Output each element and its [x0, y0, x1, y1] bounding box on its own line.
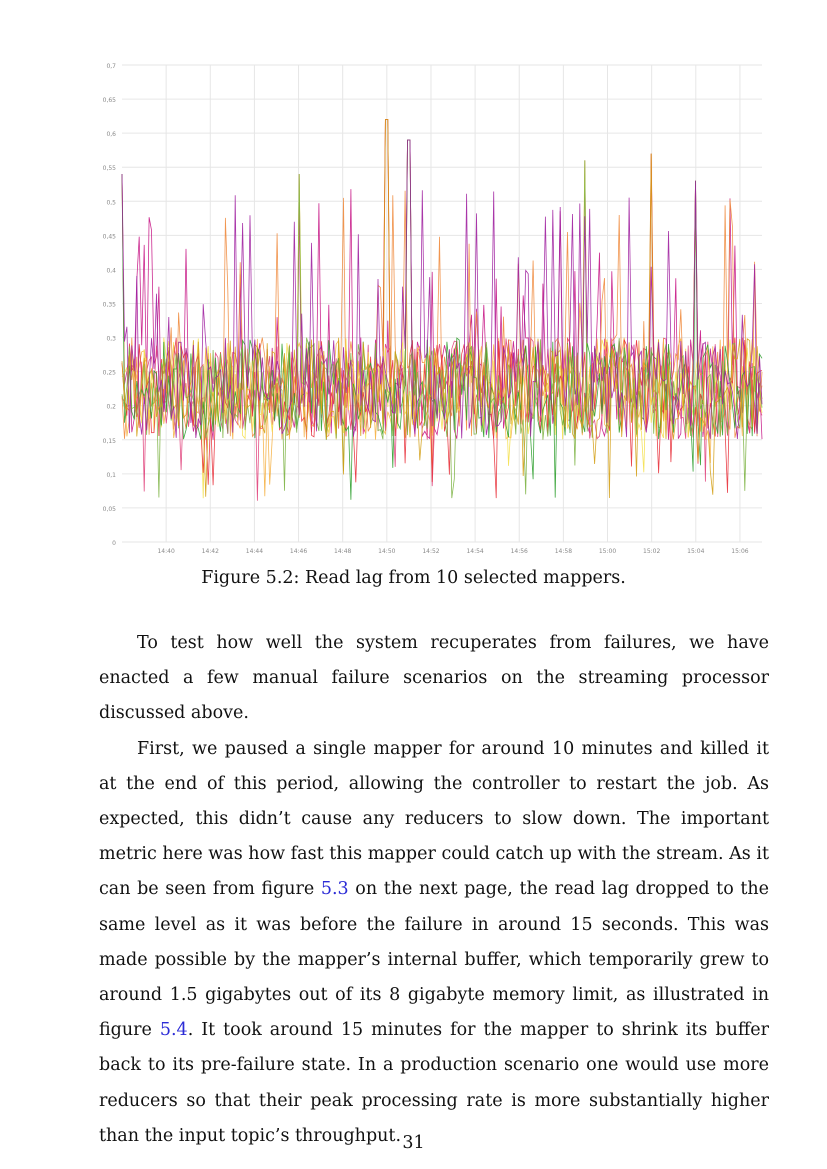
- x-tick-label: 14:46: [289, 548, 308, 555]
- y-tick-label: 0,25: [102, 369, 116, 377]
- x-tick-label: 14:54: [466, 548, 484, 555]
- y-tick-label: 0: [112, 540, 116, 547]
- y-tick-label: 0,35: [102, 301, 116, 309]
- x-tick-label: 14:52: [422, 548, 440, 555]
- paragraph-2: [99, 732, 769, 1154]
- y-tick-label: 0,1: [106, 471, 116, 479]
- figure-ref-5-3-link[interactable]: 5.3: [320, 879, 349, 900]
- body-text: [99, 626, 769, 1154]
- y-tick-label: 0,55: [102, 165, 116, 173]
- paragraph-1: To test how well the system recuperates from failures, we have enacted a few manual failure scenarios on the streaming processor discussed above.: [99, 633, 769, 724]
- series-line: [122, 140, 762, 500]
- y-tick-label: 0,15: [102, 437, 116, 445]
- x-tick-label: 14:56: [510, 548, 528, 555]
- x-tick-label: 14:50: [378, 548, 396, 555]
- figure-caption: Figure 5.2: Read lag from 10 selected mappers.: [201, 568, 626, 588]
- x-tick-label: 14:48: [334, 548, 352, 555]
- y-tick-label: 0,6: [106, 131, 116, 139]
- read-lag-chart: [100, 50, 780, 560]
- paragraph-2-text-b: on the next page, the read lag dropped to the same level as it was before the failure in around 15 seconds. This was made possible by the mapper’s internal buffer, which temporarily grew to around 1.5 gigabytes out of its 8 gigabyte memory limit, as illustrated in figure: [99, 879, 769, 1041]
- chart-svg: [100, 50, 780, 560]
- paragraph-2-text-c: . It took around 15 minutes for the mapper to shrink its buffer back to its pre-failure state. In a production scenario one would use more reducers so that their peak processing rate is more substantially higher than the input topic’s throughput.: [99, 1020, 769, 1146]
- y-tick-label: 0,7: [106, 63, 116, 70]
- y-tick-label: 0,5: [106, 199, 116, 207]
- series-line: [122, 120, 762, 499]
- figure-ref-5-4-link[interactable]: 5.4: [159, 1020, 188, 1041]
- series-line: [122, 160, 762, 498]
- series-line: [122, 160, 762, 500]
- y-tick-label: 0,45: [102, 233, 116, 241]
- x-tick-label: 15:04: [687, 548, 705, 555]
- x-tick-label: 15:00: [598, 548, 617, 555]
- x-tick-label: 15:06: [731, 548, 749, 555]
- x-tick-label: 15:02: [643, 548, 661, 555]
- series-line: [122, 140, 762, 496]
- y-tick-label: 0,3: [106, 335, 116, 343]
- x-tick-label: 14:58: [554, 548, 573, 555]
- paragraph-2-text-a: First, we paused a single mapper for around 10 minutes and killed it at the end of this period, allowing the controller to restart the job. As expected, this didn’t cause any reducers to slow down. The important metric here was how fast this mapper could catch up with the stream. As it can be seen from figure: [99, 738, 769, 900]
- page-number: 31: [402, 1133, 425, 1153]
- series-line: [122, 160, 762, 498]
- x-tick-label: 14:42: [201, 548, 219, 555]
- x-tick-label: 14:40: [157, 548, 175, 555]
- series-line: [122, 120, 762, 499]
- y-tick-label: 0,05: [102, 505, 116, 513]
- y-tick-label: 0,2: [106, 403, 116, 411]
- x-tick-label: 14:44: [245, 548, 264, 555]
- y-tick-label: 0,4: [106, 267, 116, 275]
- y-tick-label: 0,65: [102, 97, 116, 105]
